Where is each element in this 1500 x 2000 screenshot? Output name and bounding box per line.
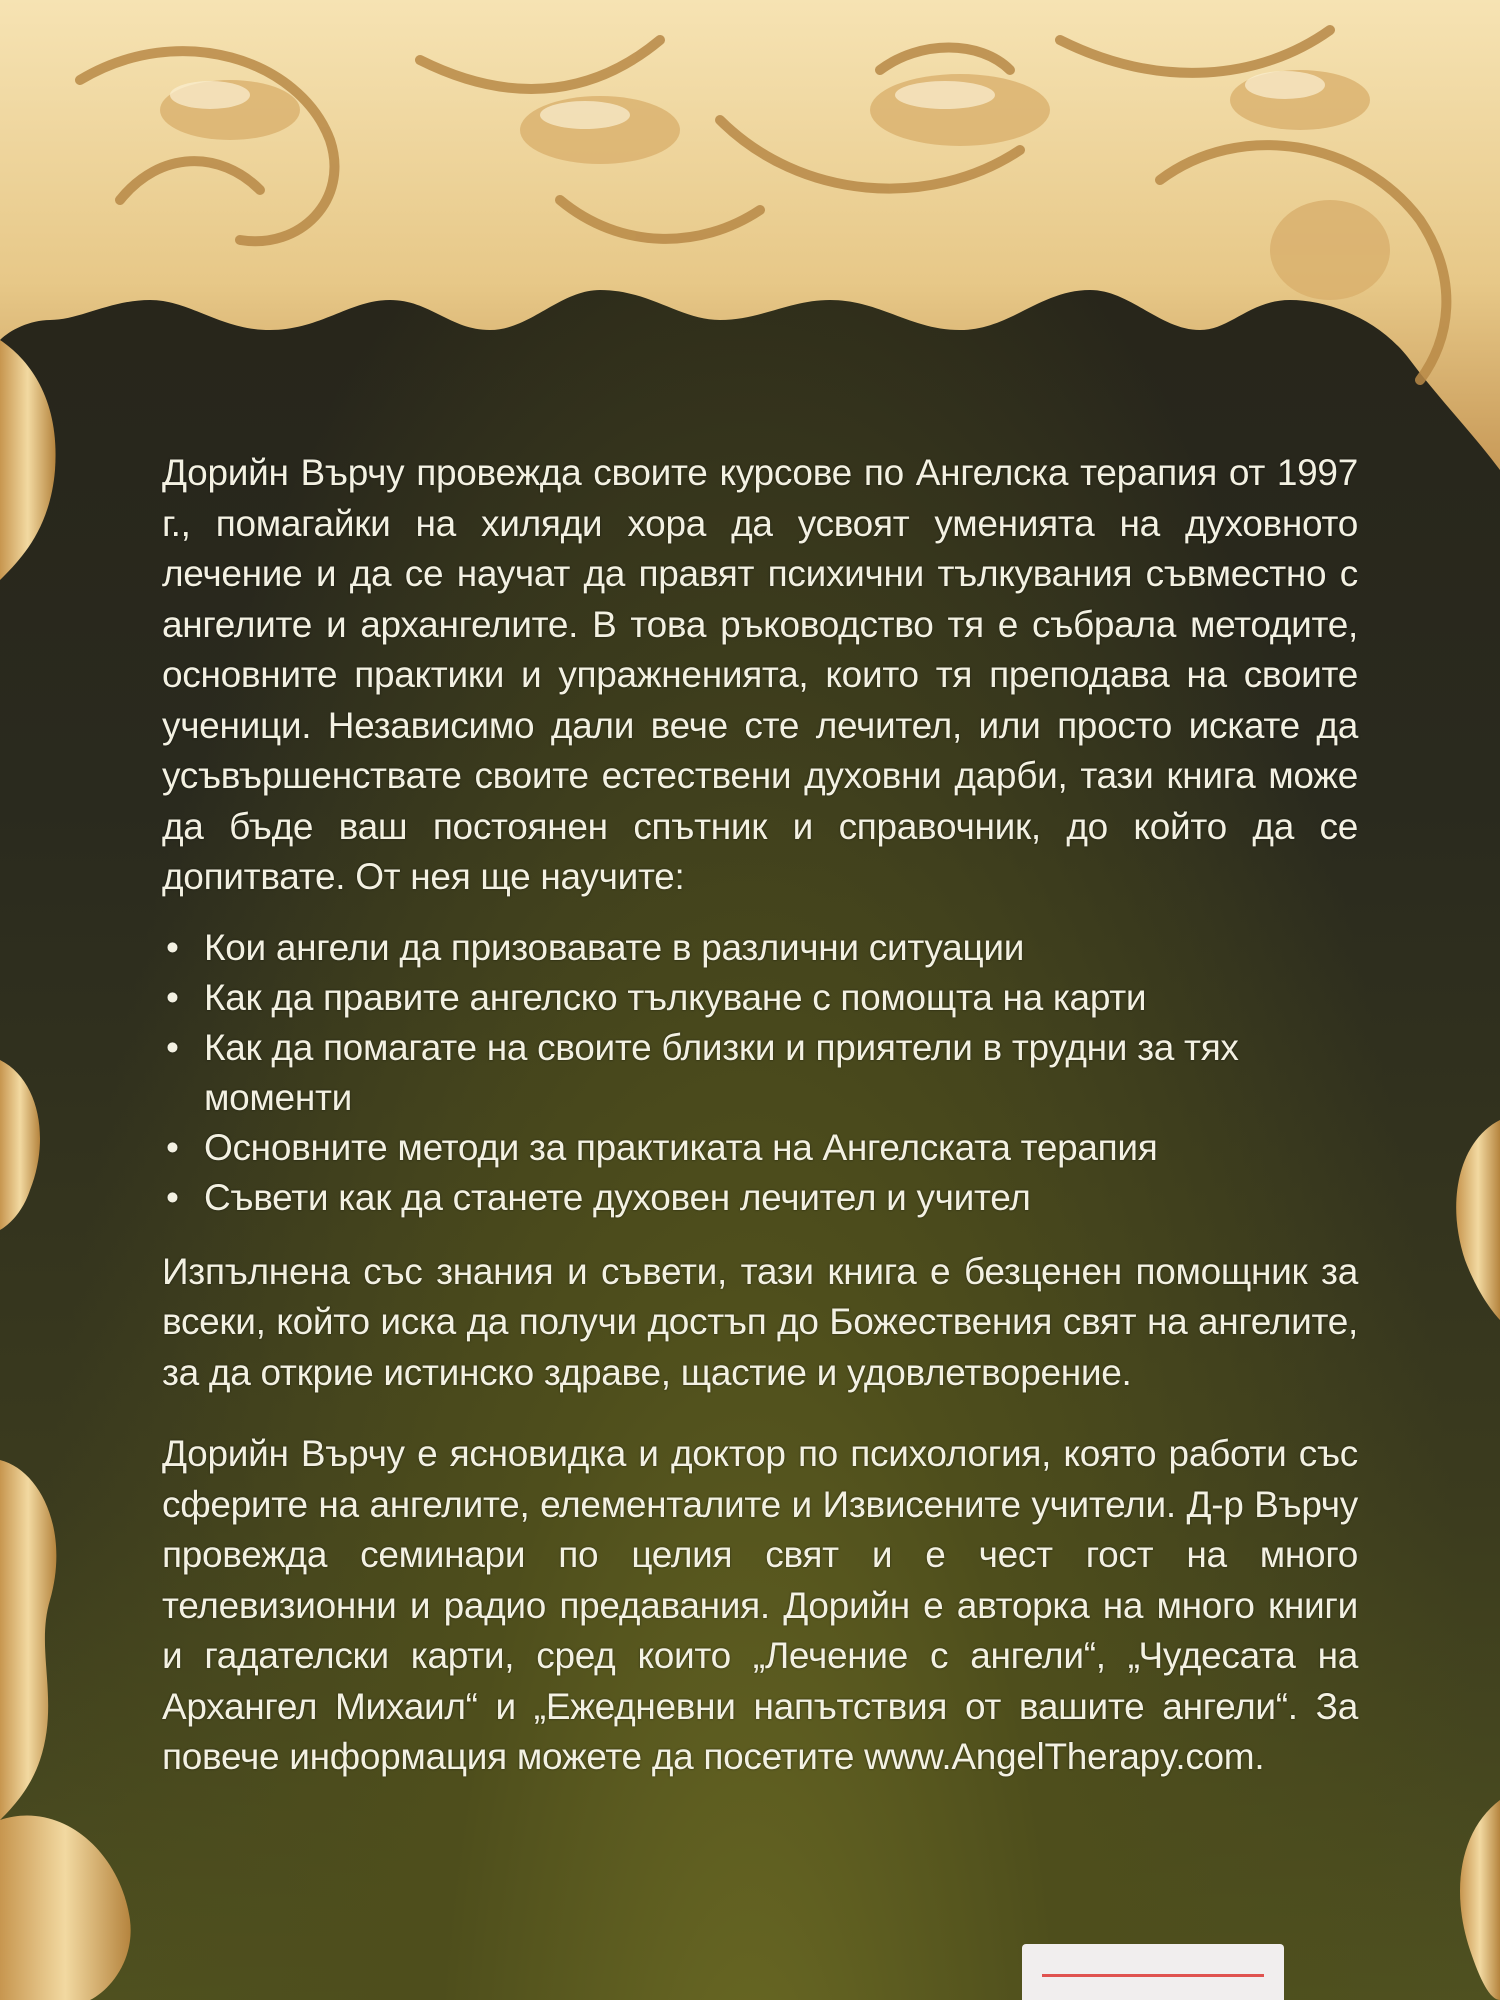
list-item-text: Съвети как да станете духовен лечител и учител [204,1176,1031,1218]
bullet-marker: • [166,1176,179,1218]
author-bio-paragraph: Дорийн Върчу е ясновидка и доктор по психология, която работи със сферите на ангелите, елементалите и Извисените учители. Д-р Върчу провежда семинари по целия свят и е чест гост на много телевизионни и радио предавания. Дорийн е авторка на много книги и гадателски карти, сред които „Лечение с ангели“, „Чудесата на Архангел Михаил“ и „Ежедневни напътствия от вашите ангели“. За повече информация можете да посетите www.AngelTherapy.com. [162,1433,1358,1777]
list-item [162,923,1358,973]
bullet-marker: • [166,926,179,968]
list-item [162,1023,1358,1123]
list-item [162,1123,1358,1173]
list-item [162,973,1358,1023]
topics-list [162,923,1358,1223]
bullet-marker: • [166,1126,179,1168]
bullet-marker: • [166,1026,179,1068]
bullet-marker: • [166,976,179,1018]
list-item-text: Как да помагате на своите близки и приятели в трудни за тях моменти [204,1026,1239,1118]
back-cover-text [162,448,1358,1783]
list-item-text: Как да правите ангелско тълкуване с помощта на карти [204,976,1147,1018]
list-item-text: Основните методи за практиката на Ангелската терапия [204,1126,1158,1168]
gilded-frame-top-ornament [0,0,1500,470]
intro-paragraph: Дорийн Върчу провежда своите курсове по Ангелска терапия от 1997 г., помагайки на хиляди хора да усвоят уменията на духовното лечение и да се научат да правят психични тълкувания съвместно с ангелите и архангелите. В това ръководство тя е събрала методите, основните практики и упражненията, които тя преподава на своите ученици. Независимо дали вече сте лечител, или просто искате да усъвършенствате своите естествени духовни дарби, тази книга може да бъде ваш постоянен спътник и справочник, до който да се допитвате. От нея ще научите: [162,452,1358,897]
price-sticker [1022,1944,1284,2000]
middle-paragraph: Изпълнена със знания и съвети, тази книга е безценен помощник за всеки, който иска да получи достъп до Божествения свят на ангелите, за да открие истинско здраве, щастие и удовлетворение. [162,1250,1358,1393]
list-item [162,1173,1358,1223]
list-item-text: Кои ангели да призовавате в различни ситуации [204,926,1025,968]
sticker-stripe [1042,1974,1264,1977]
